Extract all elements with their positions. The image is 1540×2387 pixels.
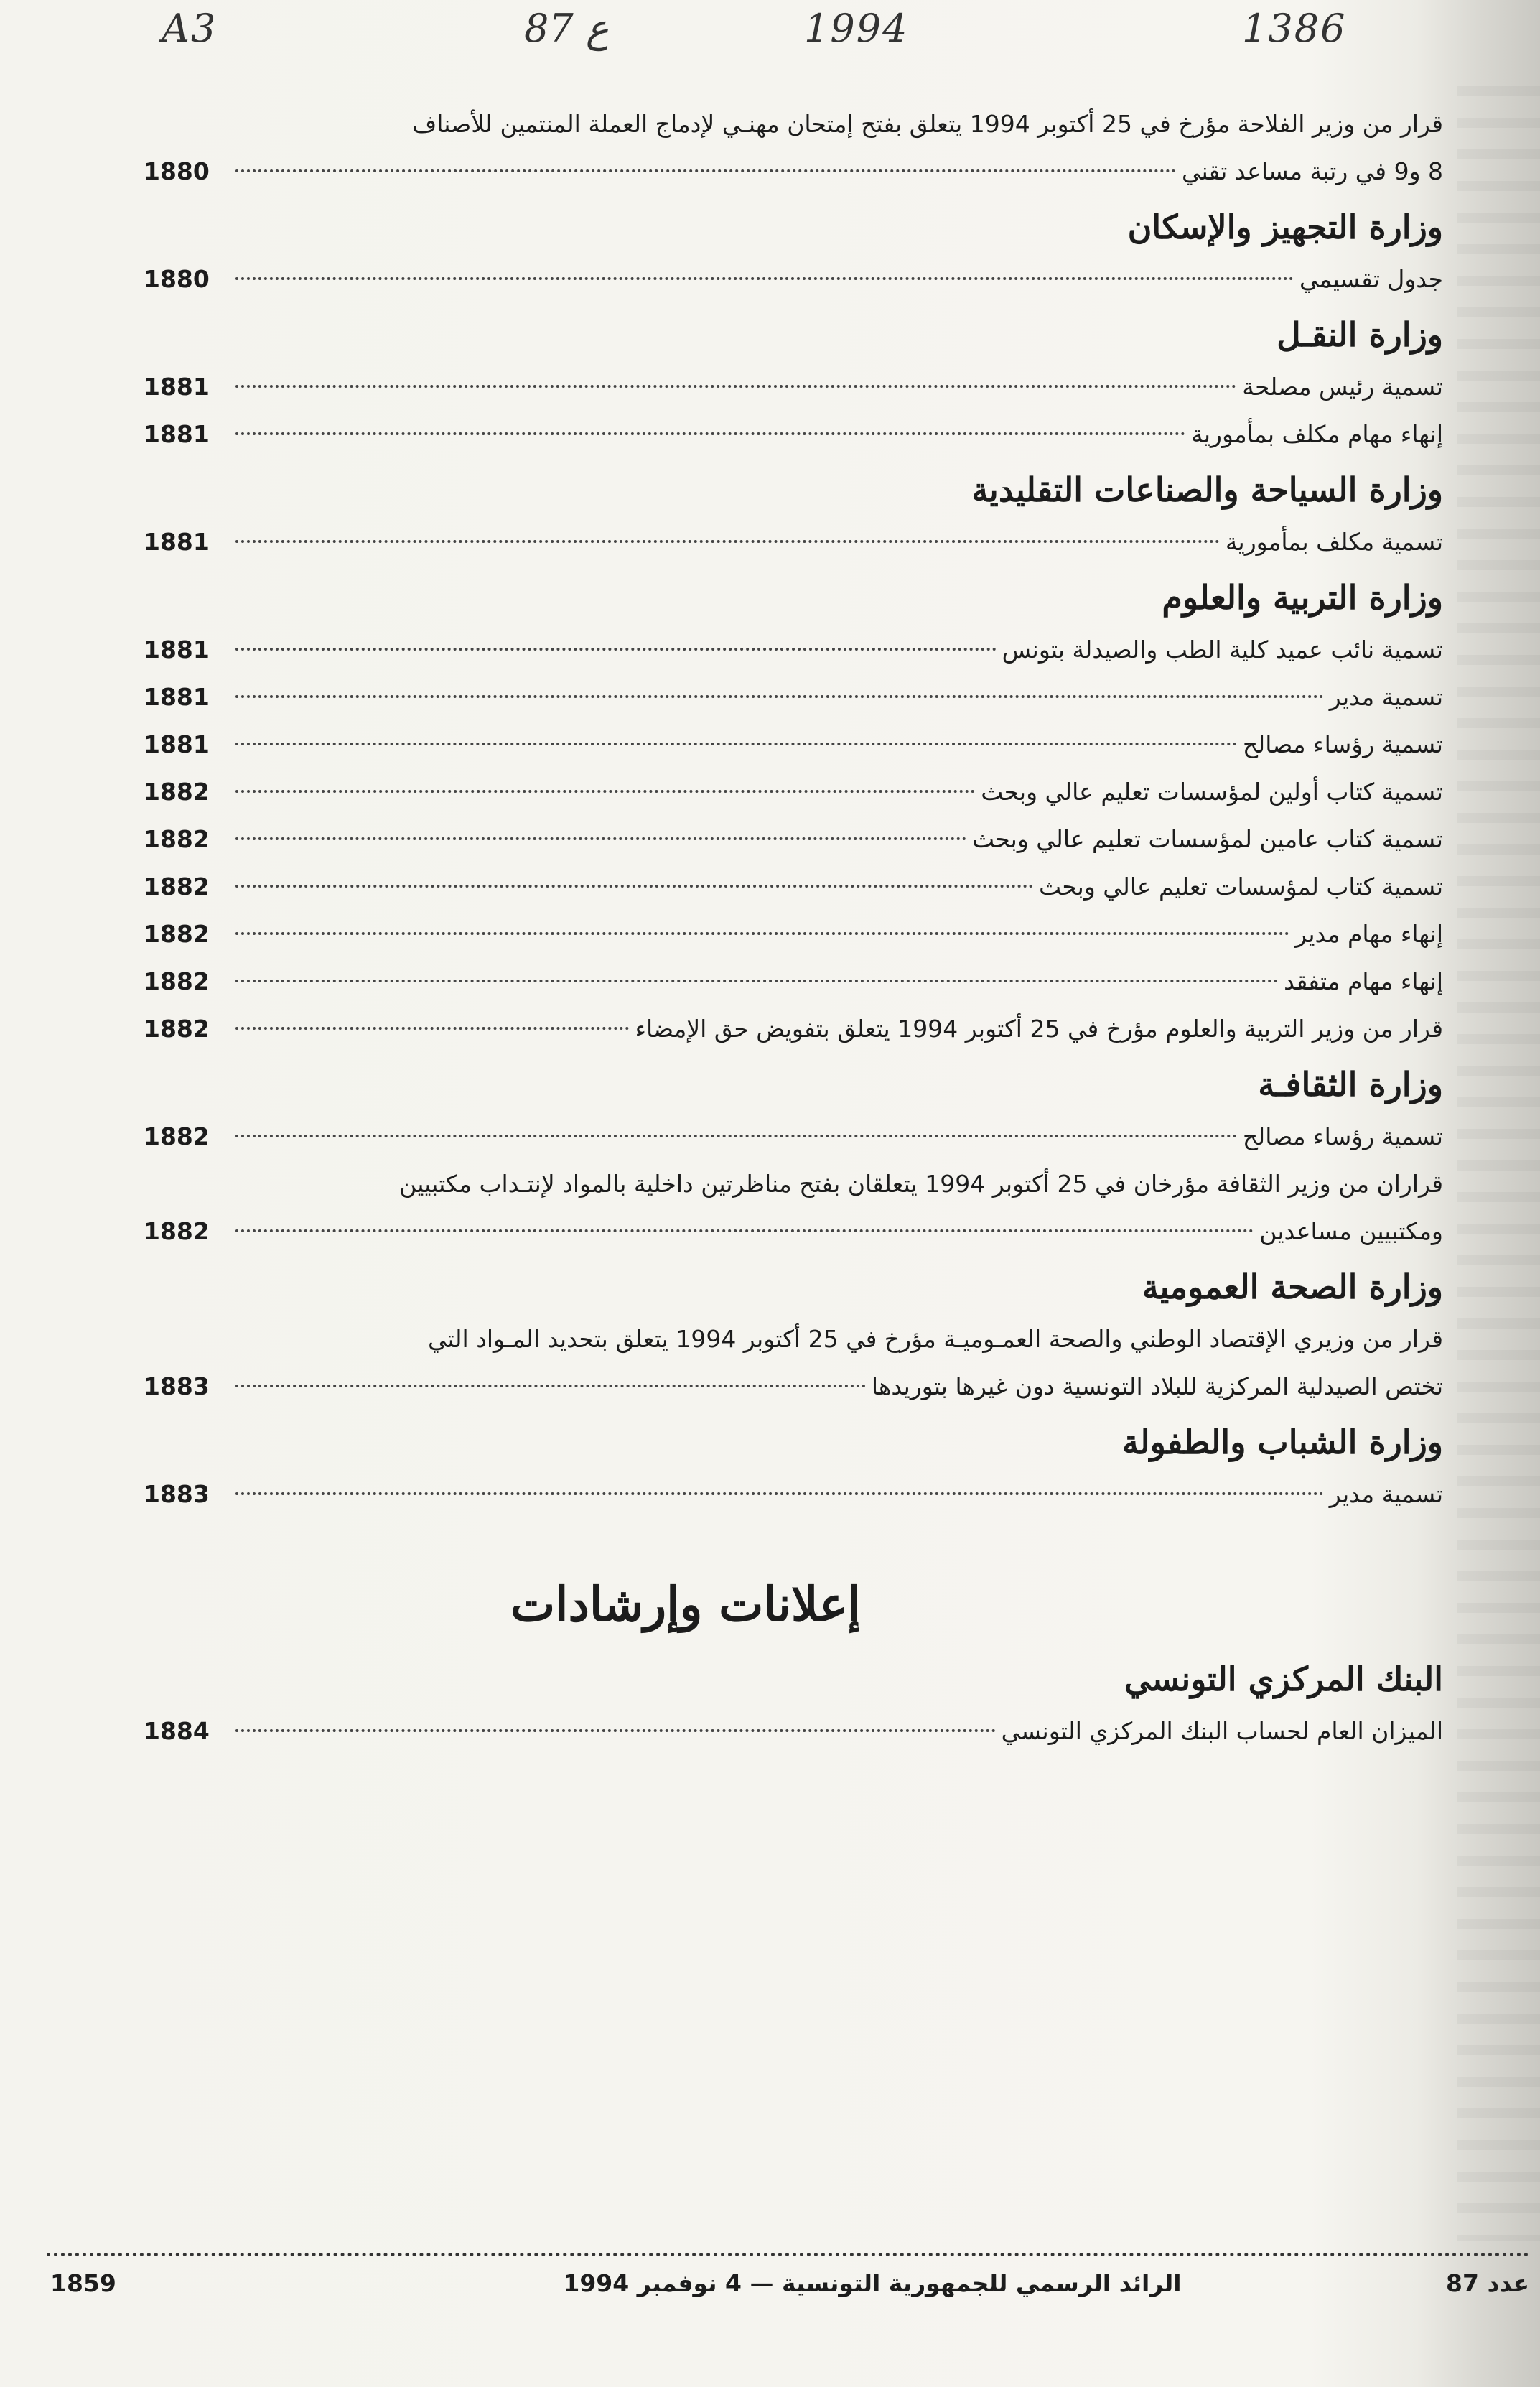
toc-entry-title: تسمية كتاب أولين لمؤسسات تعليم عالي وبحث [981,778,1443,806]
dot-leader [235,790,975,793]
dot-leader [235,980,1278,982]
dot-leader [235,885,1033,888]
toc-entry[interactable] [144,911,1443,958]
footer-page-number: 1859 [50,2269,116,2297]
footer-divider [47,2253,1529,2256]
section-heading: وزارة التربية والعلوم [1162,578,1443,617]
toc-entry[interactable] [144,1708,1443,1755]
toc-entry-last-line [144,1363,1443,1410]
section-heading: البنك المركزي التونسي [1124,1660,1443,1698]
toc-page-number: 1881 [144,420,210,448]
toc-page-number: 1883 [144,1480,210,1508]
toc-page-number: 1882 [144,967,210,995]
toc-page-number: 1881 [144,528,210,556]
page-footer [47,2269,1529,2312]
handwritten-note-2: 87 ع [524,6,610,51]
toc-page-number: 1882 [144,1217,210,1245]
bleed-through-margin [1457,86,1540,2241]
toc-entry[interactable] [144,626,1443,674]
toc-entry-title: تسمية رؤساء مصالح [1242,1122,1443,1150]
footer-journal-title: الرائد الرسمي للجمهورية التونسية — 4 نوفمبر 1994 [563,2269,1182,2297]
toc-entry-title: تسمية كتاب لمؤسسات تعليم عالي وبحث [1038,873,1443,901]
dot-leader [235,432,1185,435]
toc-entry-last-line [144,1208,1443,1255]
toc-entry-last-line [144,148,1443,195]
toc-entry-title: جدول تقسيمي [1299,265,1443,293]
toc-entry[interactable] [144,1113,1443,1160]
toc-entry[interactable] [144,411,1443,458]
toc-entry-title: تسمية مدير [1329,683,1443,711]
dot-leader [235,932,1289,935]
toc-entry-line: قرار من وزير الفلاحة مؤرخ في 25 أكتوبر 1994 يتعلق بفتح إمتحان مهنـي لإدماج العملة المنتمين للأصناف [411,110,1443,138]
section-heading: وزارة السياحة والصناعات التقليدية [971,470,1443,509]
toc-entry-title: إنهاء مهام متفقد [1284,967,1443,995]
toc-entry-line: تختص الصيدلية المركزية للبلاد التونسية دون غيرها بتوريدها [871,1372,1443,1400]
toc-entry-title: تسمية رؤساء مصالح [1242,730,1443,758]
handwritten-note-3: 1994 [804,6,909,51]
footer-issue-number: 87 عدد [1446,2269,1529,2297]
toc-entry-title: إنهاء مهام مدير [1295,920,1443,948]
toc-page-number: 1882 [144,873,210,901]
toc-entry[interactable] [144,1471,1443,1518]
dot-leader [235,385,1236,388]
handwritten-note-4: 1386 [1242,6,1347,51]
toc-entry[interactable] [144,518,1443,566]
section-heading: وزارة الثقافـة [1258,1065,1443,1104]
dot-leader [235,169,1176,172]
dot-leader [235,277,1294,280]
toc-entry[interactable] [144,674,1443,721]
dot-leader [235,837,966,840]
toc-entry-line: قرار من وزيري الإقتصاد الوطني والصحة العمـوميـة مؤرخ في 25 أكتوبر 1994 يتعلق بتحديد المـواد التي [428,1325,1443,1353]
toc-page-number: 1881 [144,373,210,401]
toc-entry-title: تسمية رئيس مصلحة [1242,373,1443,401]
toc-entry-title: تسمية نائب عميد كلية الطب والصيدلة بتونس [1002,636,1443,664]
toc-entry[interactable] [144,721,1443,768]
toc-page-number: 1881 [144,636,210,664]
toc-page-number: 1882 [144,1015,210,1043]
section-heading: وزارة الشباب والطفولة [1121,1423,1443,1461]
section-heading: وزارة النقـل [1277,315,1443,354]
toc-entry-line: ومكتبيين مساعدين [1259,1217,1443,1245]
toc-entry[interactable] [144,101,1443,195]
toc-page-number: 1880 [144,265,210,293]
announcements-title: إعلانات وإرشادات [510,1576,862,1632]
toc-page-number: 1881 [144,683,210,711]
toc-page-number: 1882 [144,825,210,853]
dot-leader [235,540,1220,543]
toc-entry-title: إنهاء مهام مكلف بمأمورية [1191,420,1443,448]
section-heading: وزارة التجهيز والإسكان [1127,208,1443,246]
toc-page-number: 1882 [144,920,210,948]
toc-page-number: 1882 [144,1122,210,1150]
dot-leader [235,1385,866,1387]
table-of-contents [144,101,1443,1755]
toc-entry[interactable] [144,256,1443,303]
dot-leader [235,695,1324,698]
toc-entry-line: قراران من وزير الثقافة مؤرخان في 25 أكتوبر 1994 يتعلقان بفتح مناظرتين داخلية بالمواد لإنتـداب مكتبيين [399,1170,1443,1198]
toc-entry[interactable] [144,1160,1443,1255]
toc-page-number: 1883 [144,1372,210,1400]
dot-leader [235,648,997,651]
toc-entry-title: تسمية كتاب عامين لمؤسسات تعليم عالي وبحث [971,825,1443,853]
toc-page-number: 1880 [144,157,210,185]
toc-entry-line: 8 و9 في رتبة مساعد تقني [1182,157,1443,185]
toc-entry[interactable] [144,768,1443,816]
toc-entry[interactable] [144,863,1443,911]
toc-page-number: 1882 [144,778,210,806]
toc-entry[interactable] [144,363,1443,411]
dot-leader [235,1027,629,1030]
toc-entry[interactable] [144,1316,1443,1410]
toc-page-number: 1884 [144,1717,210,1745]
toc-entry[interactable] [144,958,1443,1005]
handwritten-note-1: A3 [162,6,218,51]
dot-leader [235,1492,1324,1495]
toc-entry-title: تسمية مكلف بمأمورية [1225,528,1443,556]
toc-entry-title: تسمية مدير [1329,1480,1443,1508]
toc-page-number: 1881 [144,730,210,758]
toc-entry[interactable] [144,816,1443,863]
toc-entry-title: قرار من وزير التربية والعلوم مؤرخ في 25 أكتوبر 1994 يتعلق بتفويض حق الإمضاء [635,1015,1443,1043]
dot-leader [235,1229,1254,1232]
section-heading: وزارة الصحة العمومية [1142,1267,1443,1306]
dot-leader [235,743,1237,745]
dot-leader [235,1729,996,1732]
toc-entry-title: الميزان العام لحساب البنك المركزي التونسي [1001,1717,1443,1745]
toc-entry[interactable] [144,1005,1443,1053]
dot-leader [235,1135,1237,1137]
